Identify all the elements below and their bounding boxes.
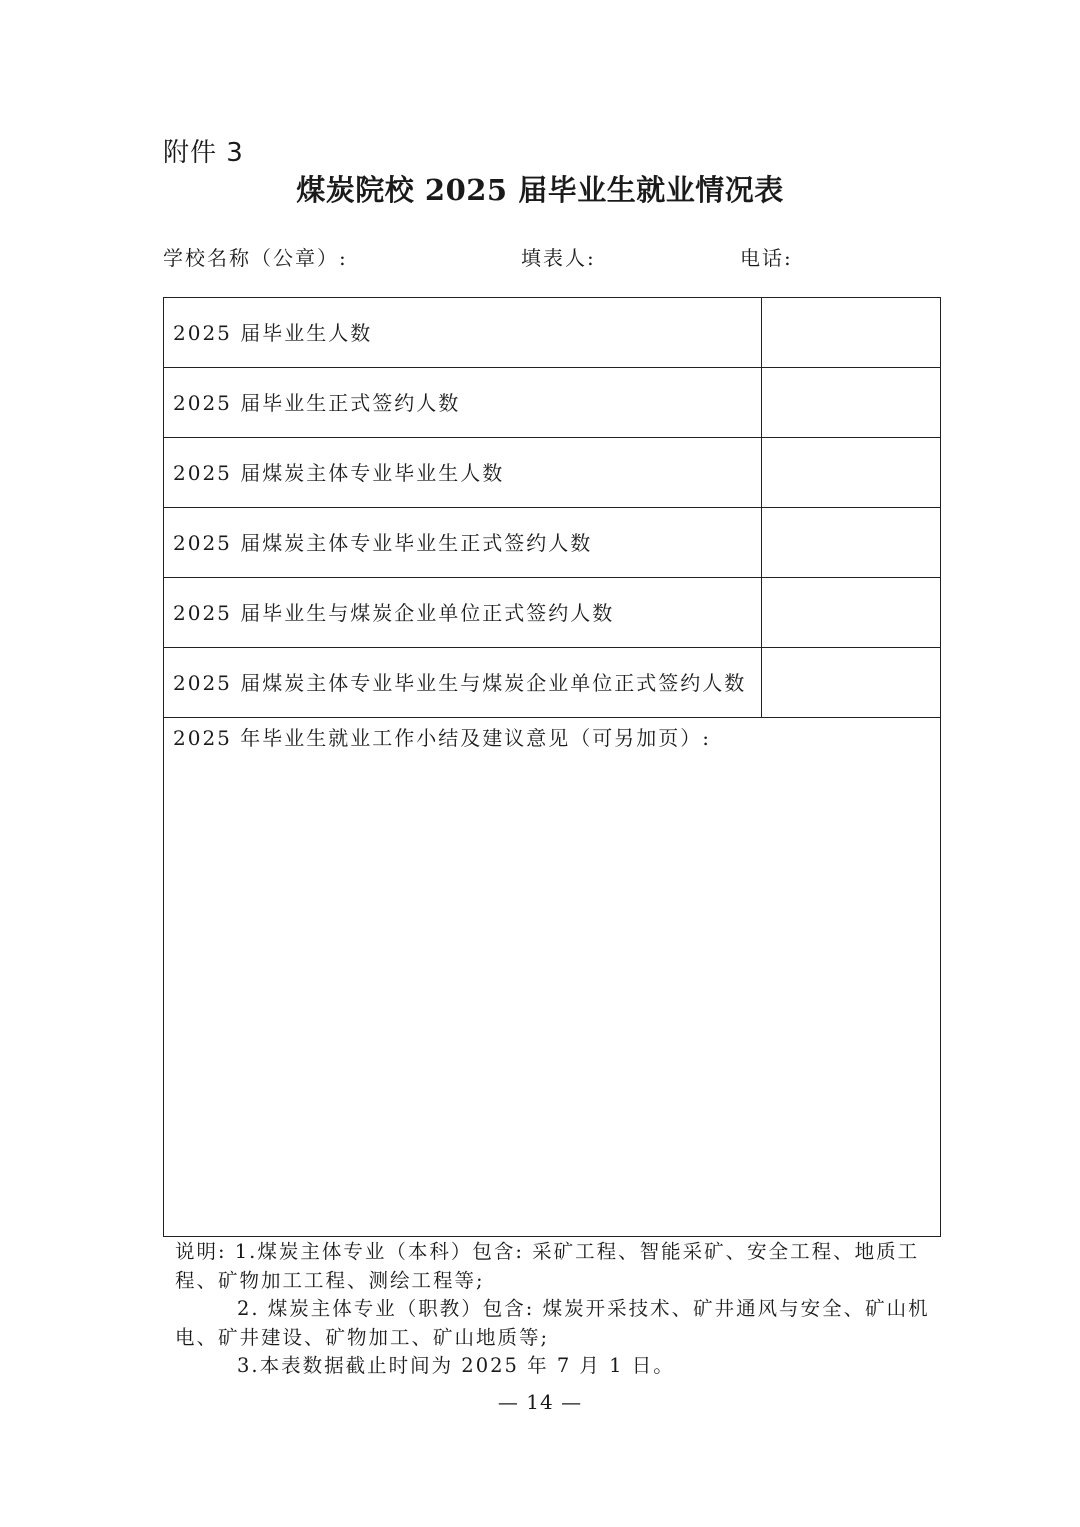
row-label: 2025 届煤炭主体专业毕业生人数: [173, 461, 505, 485]
coal-enterprise-signed-field[interactable]: [761, 578, 940, 647]
note-line: 2. 煤炭主体专业（职教）包含: 煤炭开采技术、矿井通风与安全、矿山机: [237, 1297, 930, 1320]
graduates-count-field[interactable]: [761, 298, 940, 367]
phone-label: 电话:: [740, 246, 793, 270]
note-line: 3.本表数据截止时间为 2025 年 7 月 1 日。: [237, 1354, 675, 1377]
row-label: 2025 届毕业生正式签约人数: [173, 391, 461, 415]
table-row: [164, 508, 940, 578]
row-label: 2025 届煤炭主体专业毕业生与煤炭企业单位正式签约人数: [173, 671, 747, 695]
note-line: 电、矿井建设、矿物加工、矿山地质等;: [175, 1325, 550, 1349]
row-label: 2025 届毕业生与煤炭企业单位正式签约人数: [173, 601, 615, 625]
row-label: 2025 届煤炭主体专业毕业生正式签约人数: [173, 531, 593, 555]
note-line: 说明: 1.煤炭主体专业（本科）包含: 采矿工程、智能采矿、安全工程、地质工: [175, 1240, 920, 1263]
signed-count-field[interactable]: [761, 368, 940, 437]
coal-major-graduates-field[interactable]: [761, 438, 940, 507]
page-title: 煤炭院校 2025 届毕业生就业情况表: [296, 173, 784, 207]
employment-form-table: [163, 297, 941, 1237]
summary-label: 2025 年毕业生就业工作小结及建议意见（可另加页）:: [173, 726, 711, 750]
page-number: — 14 —: [497, 1390, 583, 1414]
table-row: [164, 578, 940, 648]
note-line: 程、矿物加工工程、测绘工程等;: [175, 1268, 485, 1292]
attachment-label: 附件 3: [163, 138, 244, 168]
coal-major-enterprise-signed-field[interactable]: [761, 648, 940, 717]
notes: [175, 1238, 945, 1381]
table-row: [164, 368, 940, 438]
filler-label: 填表人:: [521, 246, 596, 270]
table-row: [164, 298, 940, 368]
row-label: 2025 届毕业生人数: [173, 321, 373, 345]
coal-major-signed-field[interactable]: [761, 508, 940, 577]
table-row: [164, 648, 940, 718]
summary-text-area[interactable]: [164, 750, 940, 1230]
school-name-label: 学校名称（公章）:: [163, 246, 348, 270]
table-row: [164, 438, 940, 508]
